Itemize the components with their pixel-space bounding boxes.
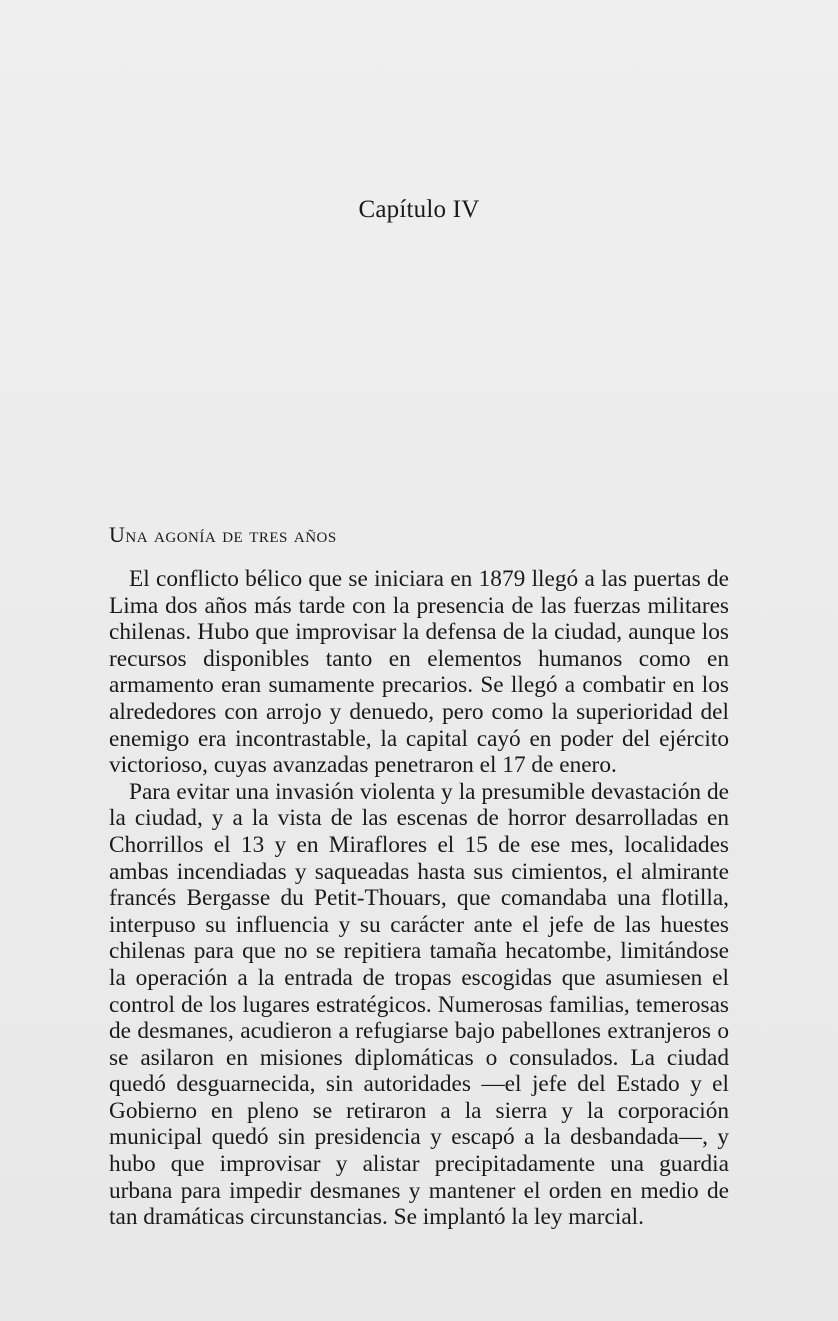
chapter-title: Capítulo IV	[358, 196, 480, 223]
paragraph-1: El conflicto bélico que se iniciara en 1879 llegó a las puertas de Lima dos años más tarde con la presencia de las fuerzas militares chilenas. Hubo que improvisar la defensa de la ciudad, aunque los recursos disponibles tanto en elementos humanos como en armamento eran sumamente precarios. Se llegó a combatir en los alrededores con arrojo y denuedo, pero como la superioridad del enemigo era incontrastable, la capital cayó en poder del ejército victorioso, cuyas avanzadas penetraron el 17 de enero.	[109, 566, 729, 779]
body-text	[109, 566, 729, 1231]
section-heading: Una agonía de tres años	[109, 522, 337, 547]
paragraph-2: Para evitar una invasión violenta y la presumible devastación de la ciudad, y a la vista de las escenas de horror desarrolladas en Chorrillos el 13 y en Miraflores el 15 de ese mes, localidades ambas incendiadas y saqueadas hasta sus cimientos, el almirante francés Bergasse du Petit-Thouars, que comandaba una flotilla, interpuso su influencia y su carácter ante el jefe de las huestes chilenas para que no se repitiera tamaña hecatombe, limitándose la operación a la entrada de tropas escogidas que asumiesen el control de los lugares estratégicos. Numerosas familias, temerosas de desmanes, acudieron a refugiarse bajo pabellones extranjeros o se asilaron en misiones diplomáticas o consulados. La ciudad quedó desguarnecida, sin autoridades —el jefe del Estado y el Gobierno en pleno se retiraron a la sierra y la corporación municipal quedó sin presidencia y escapó a la desbandada—, y hubo que improvisar y alistar precipitadamente una guardia urbana para impedir desmanes y mantener el orden en medio de tan dramáticas circunstancias. Se implantó la ley marcial.	[109, 778, 729, 1231]
